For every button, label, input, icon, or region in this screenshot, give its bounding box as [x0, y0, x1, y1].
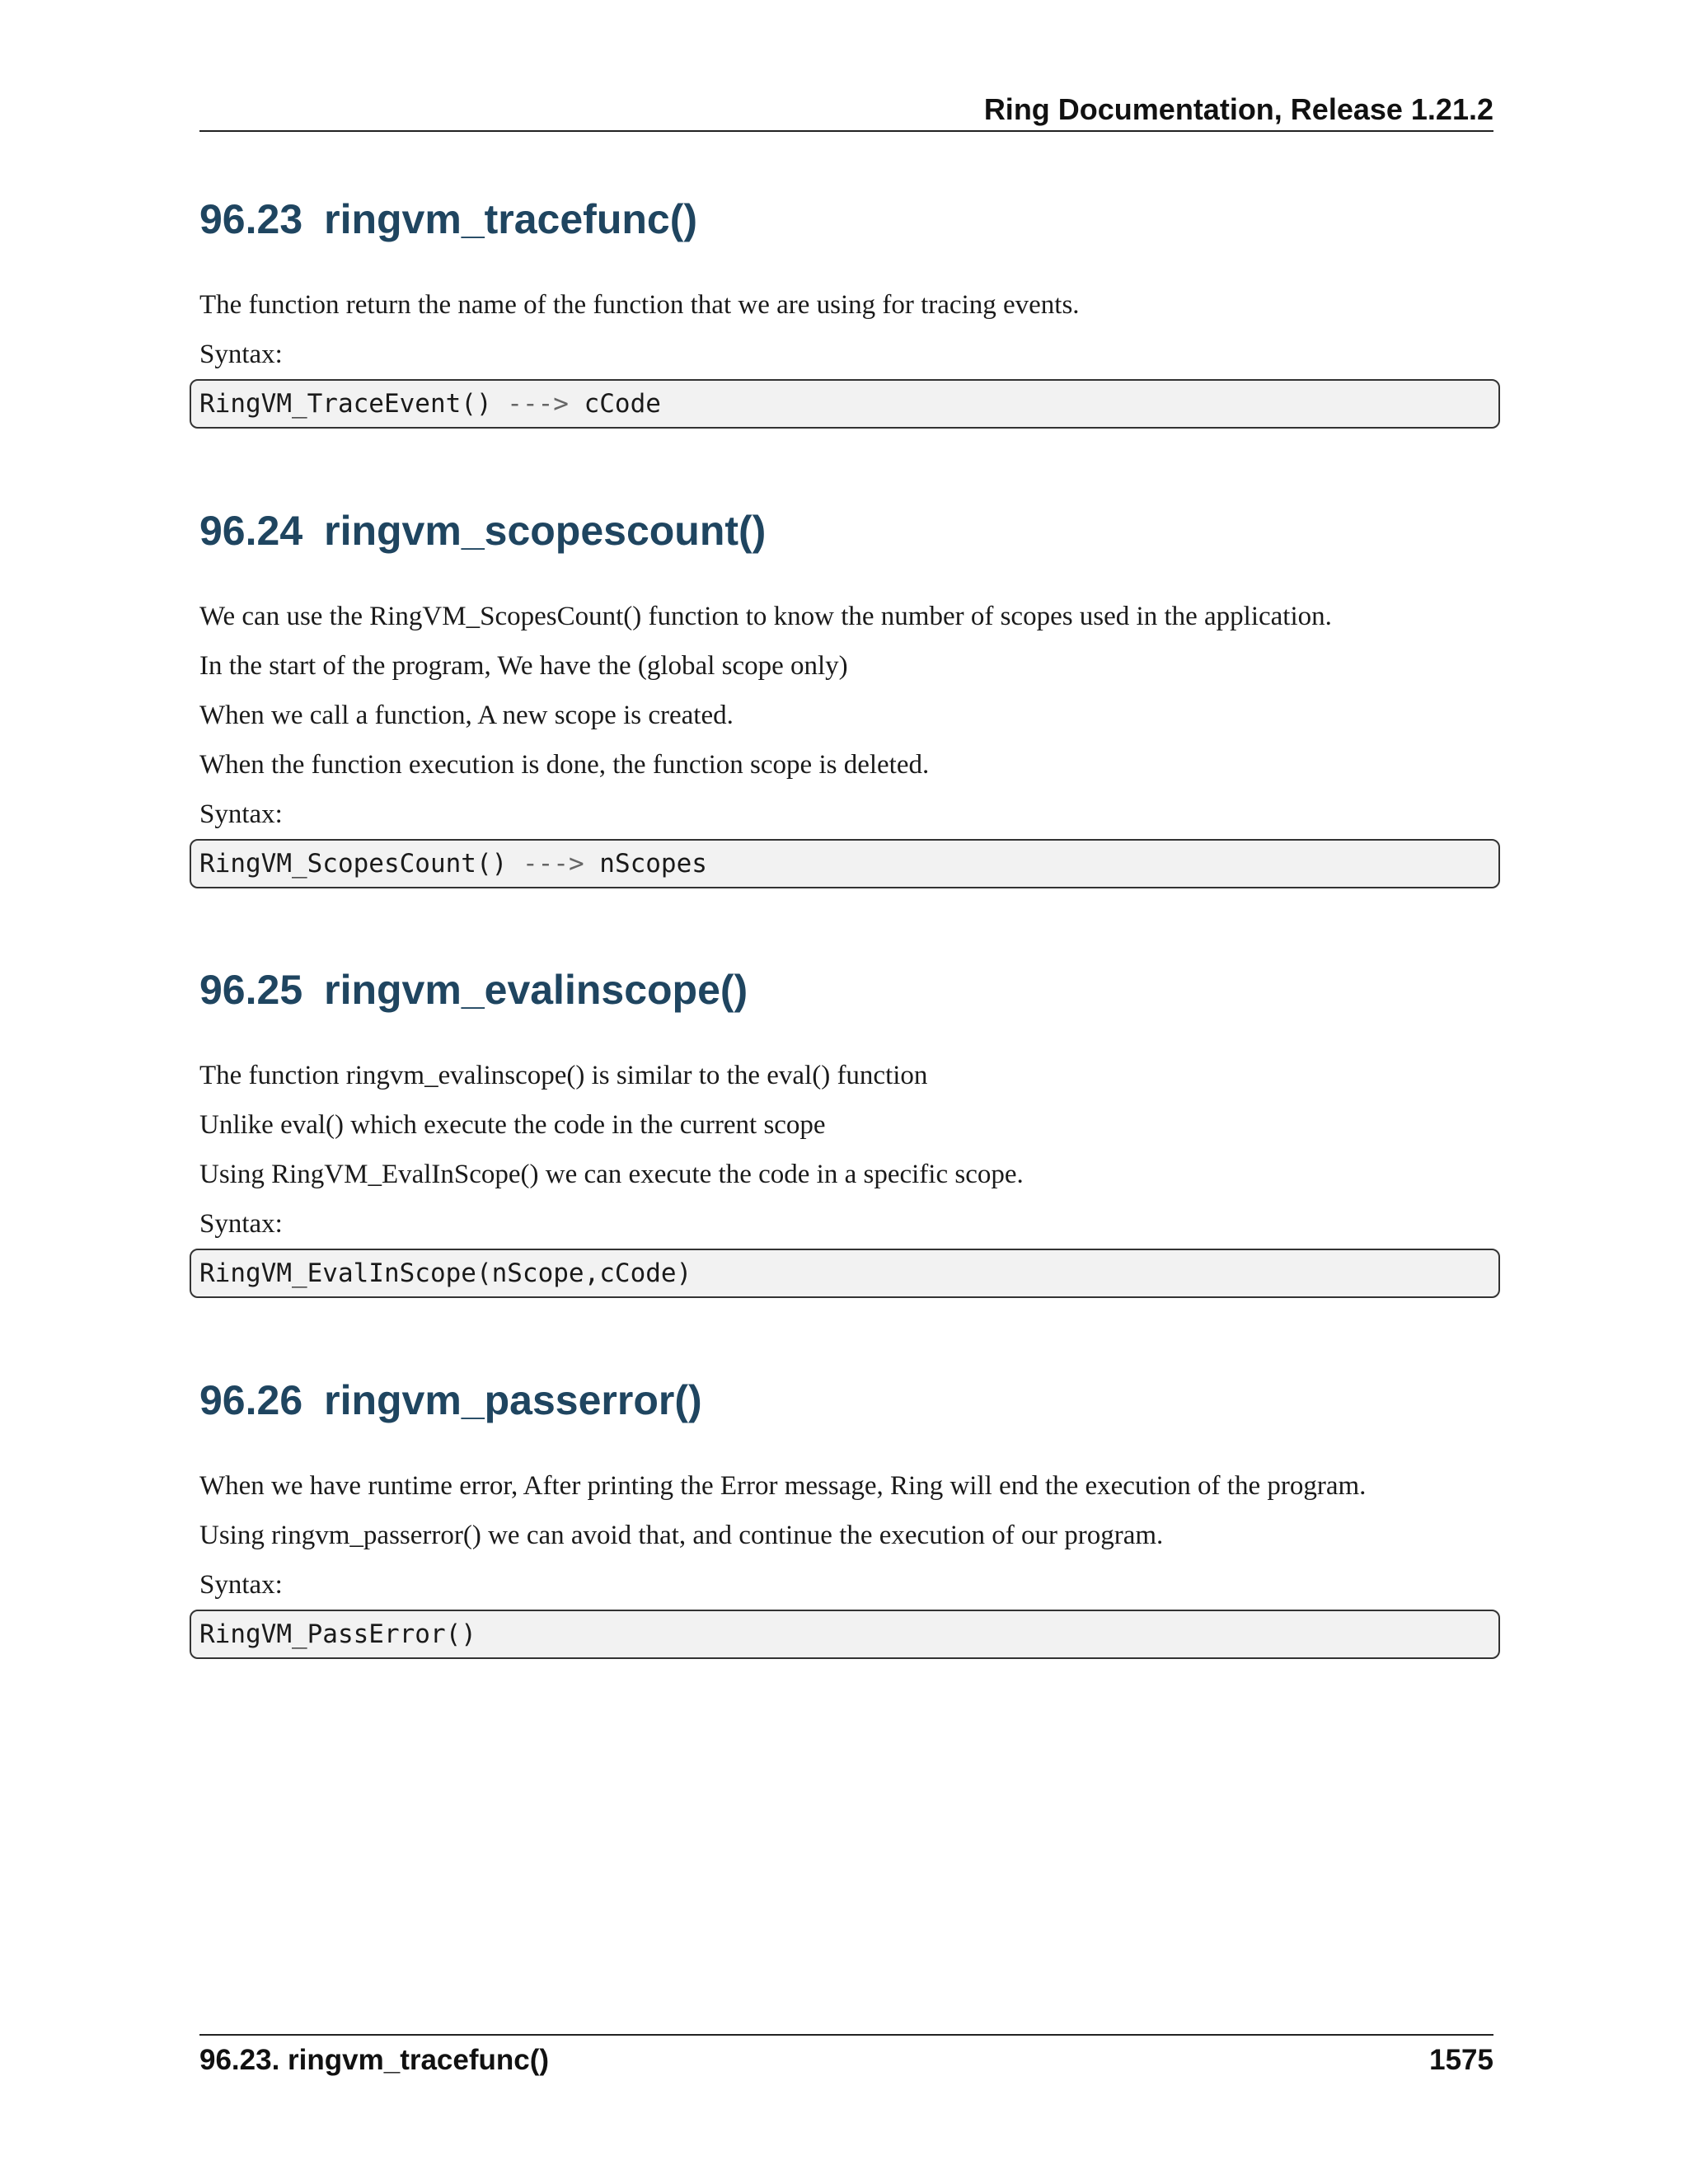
- code-function: RingVM_TraceEvent(): [199, 389, 492, 419]
- code-function: RingVM_PassError(): [199, 1619, 476, 1649]
- code-function: RingVM_ScopesCount(): [199, 849, 508, 879]
- code-function: RingVM_EvalInScope(nScope,cCode): [199, 1258, 692, 1288]
- syntax-label: Syntax:: [199, 340, 283, 369]
- code-block: [190, 1610, 1500, 1659]
- paragraph: When we call a function, A new scope is created.: [199, 701, 734, 730]
- section-title: ringvm_evalinscope(): [324, 967, 748, 1013]
- code-block: [190, 379, 1500, 429]
- section-number: 96.26: [199, 1377, 303, 1423]
- code-return: cCode: [584, 389, 661, 419]
- document-page: [199, 0, 1493, 2184]
- section-heading: [199, 1376, 1493, 1425]
- code-return: nScopes: [599, 849, 707, 879]
- section-number: 96.23: [199, 196, 303, 242]
- paragraph: When we have runtime error, After printing the Error message, Ring will end the execution of the program.: [199, 1471, 1367, 1501]
- paragraph: Using ringvm_passerror() we can avoid that, and continue the execution of our program.: [199, 1521, 1164, 1550]
- syntax-label: Syntax:: [199, 1209, 283, 1239]
- paragraph: The function return the name of the function that we are using for tracing events.: [199, 290, 1080, 320]
- paragraph: Unlike eval() which execute the code in the current scope: [199, 1110, 826, 1140]
- syntax-label: Syntax:: [199, 1570, 283, 1600]
- code-arrow: --->: [507, 389, 569, 419]
- page-number: 1575: [1429, 2044, 1493, 2076]
- section-number: 96.24: [199, 508, 303, 554]
- code-arrow: --->: [522, 849, 584, 879]
- code-block: [190, 1249, 1500, 1298]
- syntax-label: Syntax:: [199, 799, 283, 829]
- section-ringvm-tracefunc: [199, 194, 1493, 429]
- section-heading: [199, 194, 1493, 244]
- paragraph: Using RingVM_EvalInScope() we can execute the code in a specific scope.: [199, 1160, 1024, 1189]
- section-heading: [199, 506, 1493, 555]
- section-number: 96.25: [199, 967, 303, 1013]
- section-title: ringvm_scopescount(): [324, 508, 767, 554]
- section-title: ringvm_tracefunc(): [324, 196, 698, 242]
- running-header: Ring Documentation, Release 1.21.2: [199, 89, 1493, 132]
- section-ringvm-passerror: [199, 1376, 1493, 1659]
- section-heading: [199, 965, 1493, 1015]
- section-ringvm-evalinscope: [199, 965, 1493, 1298]
- page-footer: [199, 2034, 1493, 2085]
- footer-section-title: 96.23. ringvm_tracefunc(): [199, 2044, 550, 2076]
- paragraph: The function ringvm_evalinscope() is similar to the eval() function: [199, 1061, 928, 1090]
- paragraph: We can use the RingVM_ScopesCount() function to know the number of scopes used in the application.: [199, 602, 1332, 631]
- section-title: ringvm_passerror(): [324, 1377, 702, 1423]
- paragraph: In the start of the program, We have the (global scope only): [199, 651, 848, 681]
- paragraph: When the function execution is done, the function scope is deleted.: [199, 750, 930, 780]
- code-block: [190, 839, 1500, 888]
- section-ringvm-scopescount: [199, 506, 1493, 888]
